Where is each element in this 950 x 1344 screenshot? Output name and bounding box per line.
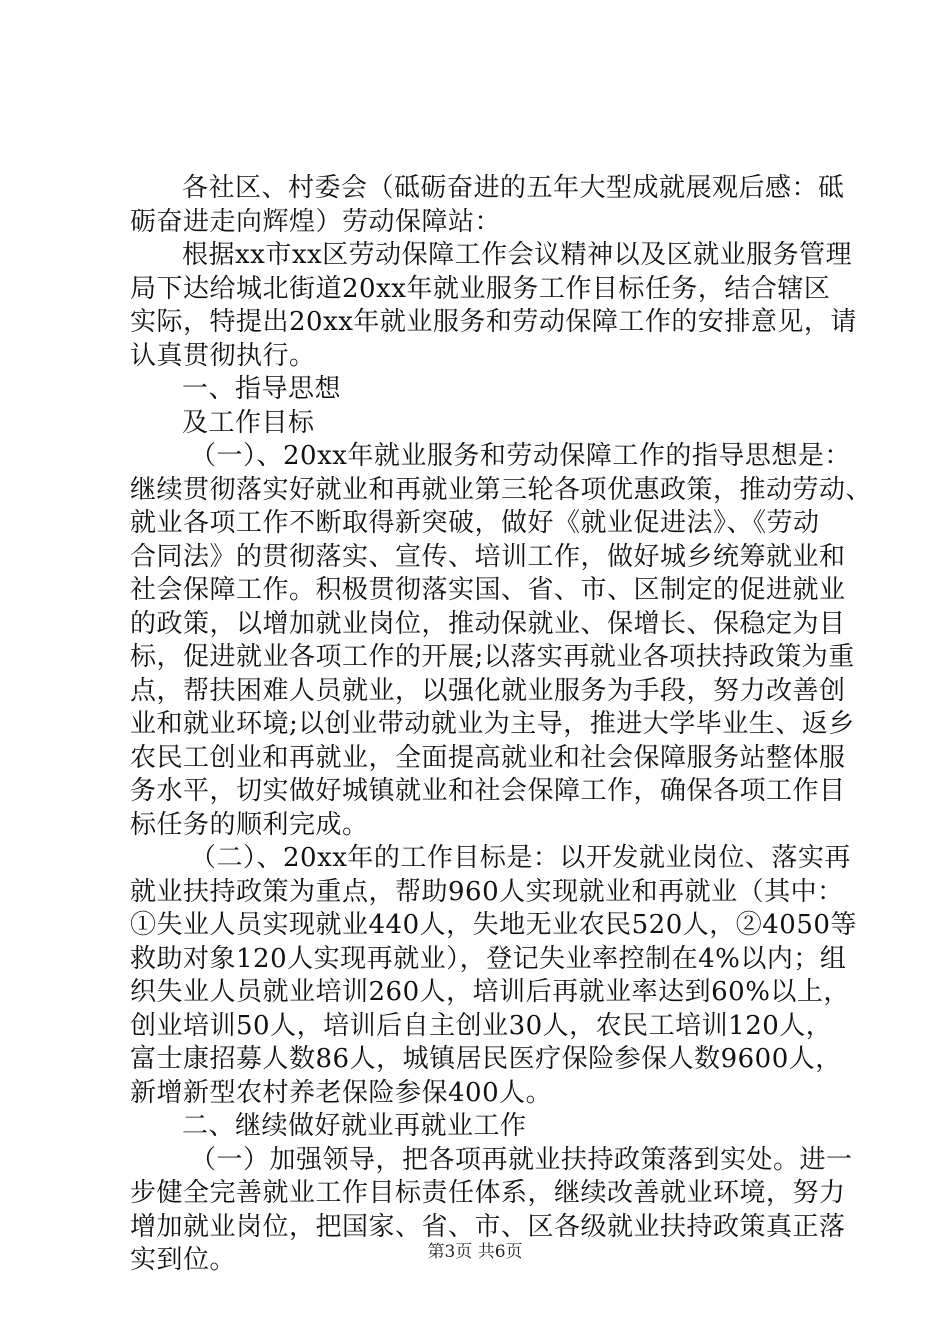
paragraph-line: ①失业人员实现就业440人，失地无业农民520人，②4050等 — [130, 910, 857, 940]
section-heading: 及工作目标 — [182, 407, 315, 438]
paragraph-line: 各社区、村委会（砥砺奋进的五年大型成就展观后感：砥 — [182, 173, 845, 203]
paragraph-line: 就业扶持政策为重点，帮助960人实现就业和再就业（其中： — [130, 876, 844, 907]
paragraph-line: 救助对象120人实现再就业），登记失业率控制在4%以内；组 — [130, 943, 847, 974]
paragraph-line: 农民工创业和再就业，全面提高就业和社会保障服务站整体服 — [130, 742, 846, 773]
paragraph-line: 实到位。 — [130, 1245, 237, 1275]
section-heading: 一、指导思想 — [182, 374, 342, 404]
document-body — [130, 172, 873, 1278]
paragraph-line: 认真贯彻执行。 — [130, 340, 316, 371]
paragraph-line: 合同法》的贯彻落实、宣传、培训工作，做好城乡统筹就业和 — [130, 541, 846, 572]
paragraph-line: 富士康招募人数86人，城镇居民医疗保险参保人数9600人， — [130, 1044, 842, 1074]
paragraph-line: 务水平，切实做好城镇就业和社会保障工作，确保各项工作目 — [130, 776, 846, 806]
paragraph-line: 新增新型农村养老保险参保400人。 — [130, 1077, 553, 1108]
section-heading: 二、继续做好就业再就业工作 — [182, 1111, 527, 1141]
paragraph-line: 业和就业环境;以创业带动就业为主导，推进大学毕业生、返乡 — [130, 709, 855, 739]
paragraph-line: 的政策，以增加就业岗位，推动保就业、保增长、保稳定为目 — [130, 608, 846, 639]
paragraph-line: 步健全完善就业工作目标责任体系，继续改善就业环境，努力 — [130, 1178, 846, 1208]
paragraph-line: 点，帮扶困难人员就业，以强化就业服务为手段，努力改善创 — [130, 675, 846, 706]
paragraph-line: 增加就业岗位，把国家、省、市、区各级就业扶持政策真正落 — [130, 1211, 846, 1242]
paragraph-line: 社会保障工作。积极贯彻落实国、省、市、区制定的促进就业 — [130, 575, 846, 605]
paragraph-line: 局下达给城北街道20xx年就业服务工作目标任务，结合辖区 — [130, 273, 831, 304]
paragraph-line: 实际，特提出20xx年就业服务和劳动保障工作的安排意见，请 — [130, 307, 857, 337]
paragraph-line: 砺奋进走向辉煌）劳动保障站： — [130, 206, 502, 237]
paragraph-line: （一）、20xx年就业服务和劳动保障工作的指导思想是： — [190, 441, 851, 471]
paragraph-line: 织失业人员就业培训260人，培训后再就业率达到60%以上， — [130, 977, 850, 1007]
paragraph-line: 就业各项工作不断取得新突破，做好《就业促进法》、《劳动 — [130, 508, 820, 538]
page-footer: 第3页 共6页 — [427, 1242, 523, 1262]
paragraph-line: 根据xx市xx区劳动保障工作会议精神以及区就业服务管理 — [182, 240, 853, 270]
paragraph-line: 标任务的顺利完成。 — [130, 809, 369, 840]
paragraph-line: （二）、20xx年的工作目标是：以开发就业岗位、落实再 — [190, 843, 851, 873]
paragraph-line: （一）加强领导，把各项再就业扶持政策落到实处。进一 — [190, 1144, 853, 1175]
paragraph-line: 继续贯彻落实好就业和再就业第三轮各项优惠政策，推动劳动、 — [130, 474, 873, 505]
paragraph-line: 创业培训50人，培训后自主创业30人，农民工培训120人， — [130, 1010, 833, 1041]
paragraph-line: 标，促进就业各项工作的开展;以落实再就业各项扶持政策为重 — [130, 642, 855, 672]
